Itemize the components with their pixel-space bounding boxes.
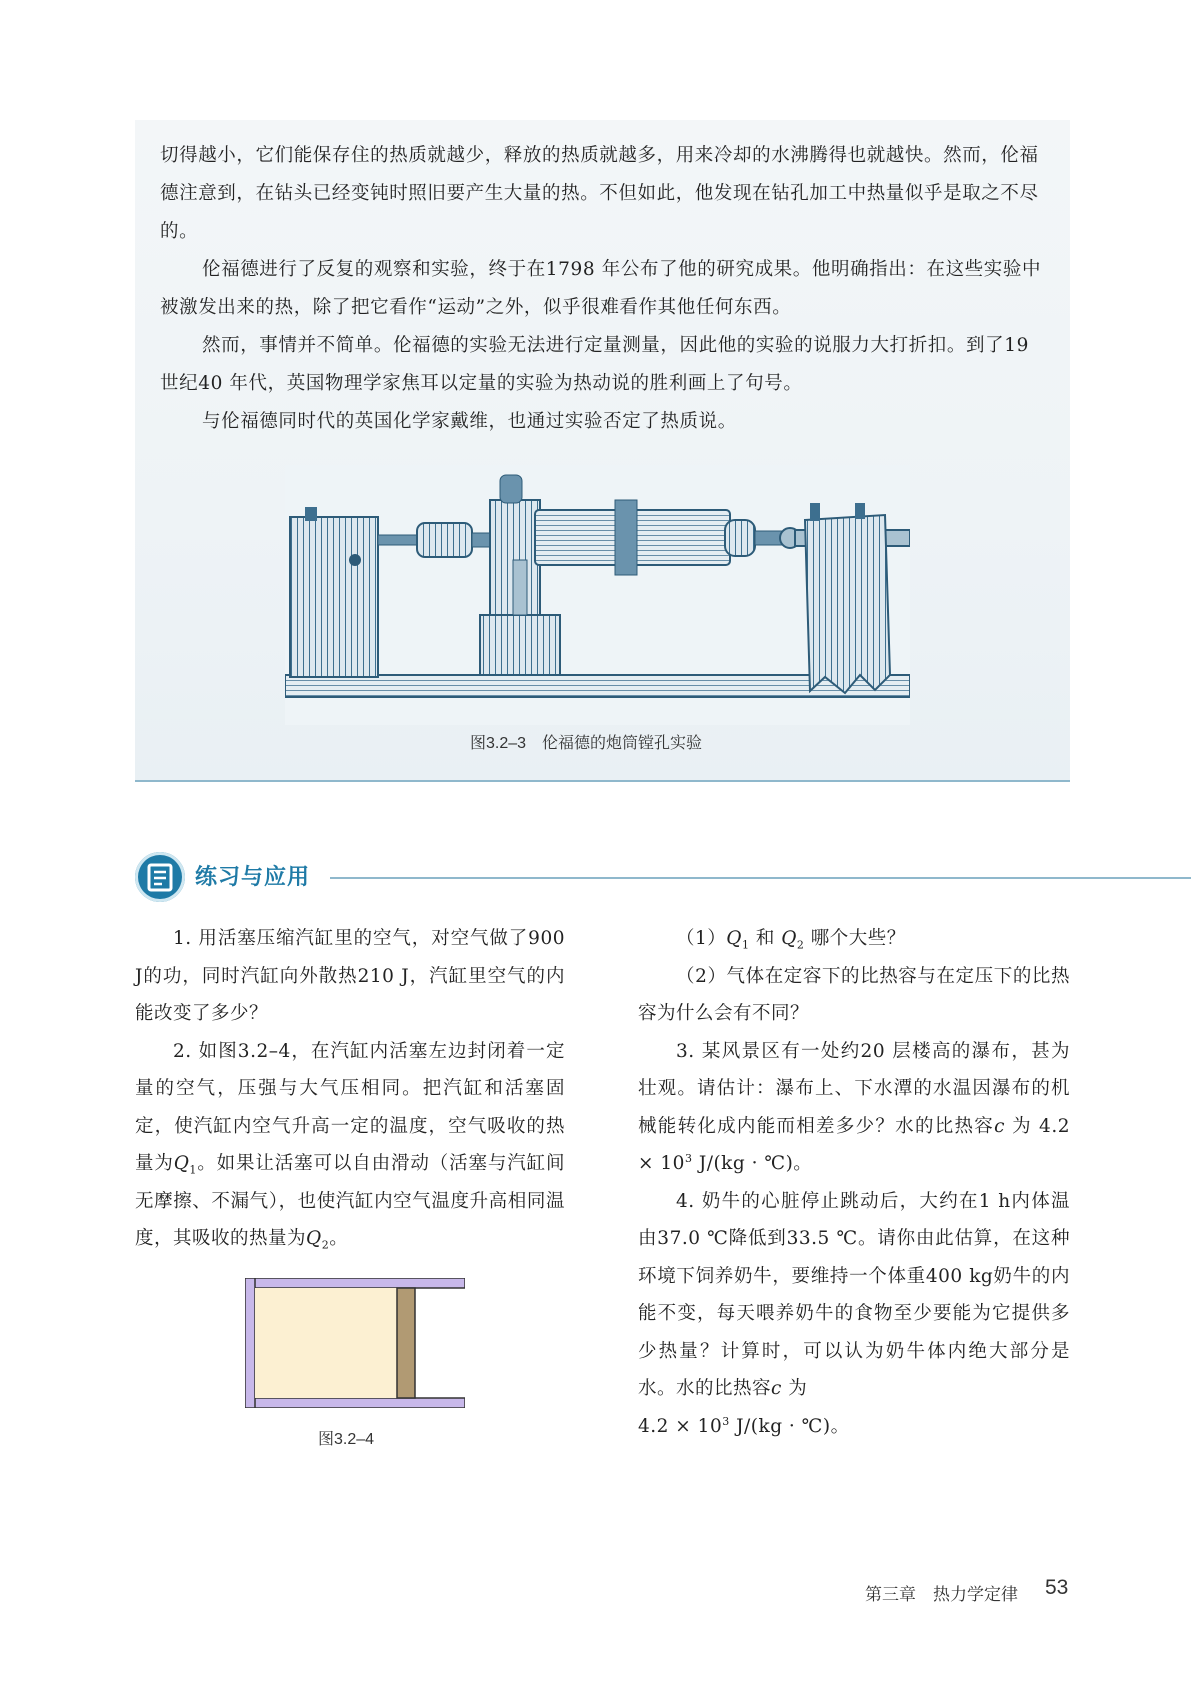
- reading-box-divider: [135, 780, 1070, 782]
- exercise-4: [638, 1183, 1070, 1446]
- figure-caption-3-2-4: 图3.2–4: [318, 1431, 375, 1448]
- exercise-2-sub-2: （2）气体在定容下的比热容与在定压下的比热容为什么会有不同？: [638, 965, 1070, 1024]
- cannon-boring-illustration: [285, 465, 910, 725]
- section-header: [135, 852, 1191, 902]
- exercise-4-text-d: J/(kg · ℃)。: [729, 1415, 850, 1437]
- section-title: 练习与应用: [195, 865, 311, 890]
- sub-question-1-and: 和: [749, 928, 782, 949]
- c-symbol: c: [994, 1115, 1005, 1137]
- exercise-1: 1. 用活塞压缩汽缸里的空气，对空气做了900 J的功，同时汽缸向外散热210 J，汽缸里空气的内能改变了多少？: [135, 928, 565, 1024]
- exercise-2: [135, 1033, 565, 1258]
- reading-paragraph-1: 切得越小，它们能保存住的热质就越少，释放的热质就越多，用来冷却的水沸腾得也就越快。然而，伦福德注意到，在钻头已经变钝时照旧要产生大量的热。不但如此，他发现在钻孔加工中热量似乎是取之不尽的。: [160, 145, 1039, 242]
- exercise-2-text-a: 2. 如图3.2–4，在汽缸内活塞左边封闭着一定量的空气，压强与大气压相同。把汽缸和活塞固定，使汽缸内空气升高一定的温度，空气吸收的热量为: [135, 1040, 565, 1174]
- reading-paragraph-2: 伦福德进行了反复的观察和实验，终于在1798 年公布了他的研究成果。他明确指出：在这些实验中被激发出来的热，除了把它看作“运动”之外，似乎很难看作其他任何东西。: [160, 259, 1042, 318]
- exercise-4-text-a: 4. 奶牛的心脏停止跳动后，大约在1 h内体温由37.0 ℃降低到33.5 ℃。请你由此估算，在这种环境下饲养奶牛，要维持一个体重400 kg奶牛的内能不变，每天喂养奶牛的食物至少要能为它提供多少热量？计算时，可以认为奶牛体内绝大部分是水。水的比热容: [638, 1190, 1070, 1399]
- q-sub-1: 1: [189, 1163, 197, 1177]
- sub-question-1-suffix: 哪个大些？: [804, 928, 906, 949]
- notebook-icon: [135, 852, 185, 902]
- q-sub-2: 2: [321, 1238, 330, 1252]
- exercise-2-sub-1: [638, 920, 1070, 958]
- exponent: 3: [684, 1151, 693, 1165]
- exercise-left-column: [135, 920, 565, 1258]
- exercise-3-text-a: 3. 某风景区有一处约20 层楼高的瀑布，甚为壮观。请估计：瀑布上、下水潭的水温因瀑布的机械能转化成内能而相差多少？水的比热容: [638, 1040, 1070, 1137]
- section-header-line: [330, 877, 1191, 879]
- q-symbol: Q: [306, 1228, 322, 1249]
- reading-paragraph-4: 与伦福德同时代的英国化学家戴维，也通过实验否定了热质说。: [202, 411, 737, 432]
- page-number: 53: [1045, 1576, 1069, 1599]
- exercise-right-column: [638, 920, 1070, 1445]
- exercise-2-text-c: 。: [329, 1228, 349, 1249]
- q-symbol: Q: [781, 928, 797, 949]
- exercise-4-text-c: 4.2 × 10: [638, 1415, 723, 1437]
- exercise-4-text-b: 为: [781, 1378, 808, 1399]
- exponent: 3: [722, 1414, 730, 1428]
- exercise-3-text-b: 为 4.2 × 10: [638, 1115, 1070, 1174]
- exercise-3: [638, 1033, 1070, 1183]
- sub-question-1-prefix: （1）: [676, 928, 727, 949]
- cylinder-piston-diagram: [245, 1278, 465, 1408]
- exercise-3-text-c: J/(kg · ℃)。: [692, 1153, 813, 1174]
- figure-caption-3-2-3: 图3.2–3 伦福德的炮筒镗孔实验: [470, 735, 703, 752]
- c-symbol: c: [771, 1378, 782, 1399]
- reading-paragraph-3: 然而，事情并不简单。伦福德的实验无法进行定量测量，因此他的实验的说服力大打折扣。到了19 世纪40 年代，英国物理学家焦耳以定量的实验为热动说的胜利画上了句号。: [160, 335, 1029, 394]
- q-symbol: Q: [726, 928, 742, 949]
- q-sub-2: 2: [796, 938, 805, 952]
- q-symbol: Q: [173, 1153, 190, 1174]
- footer-chapter: 第三章 热力学定律: [865, 1585, 1018, 1604]
- exercise-2-text-b: 。如果让活塞可以自由滑动（活塞与汽缸间无摩擦、不漏气），也使汽缸内空气温度升高相同温度，其吸收的热量为: [135, 1153, 565, 1249]
- q-sub-1: 1: [741, 938, 750, 952]
